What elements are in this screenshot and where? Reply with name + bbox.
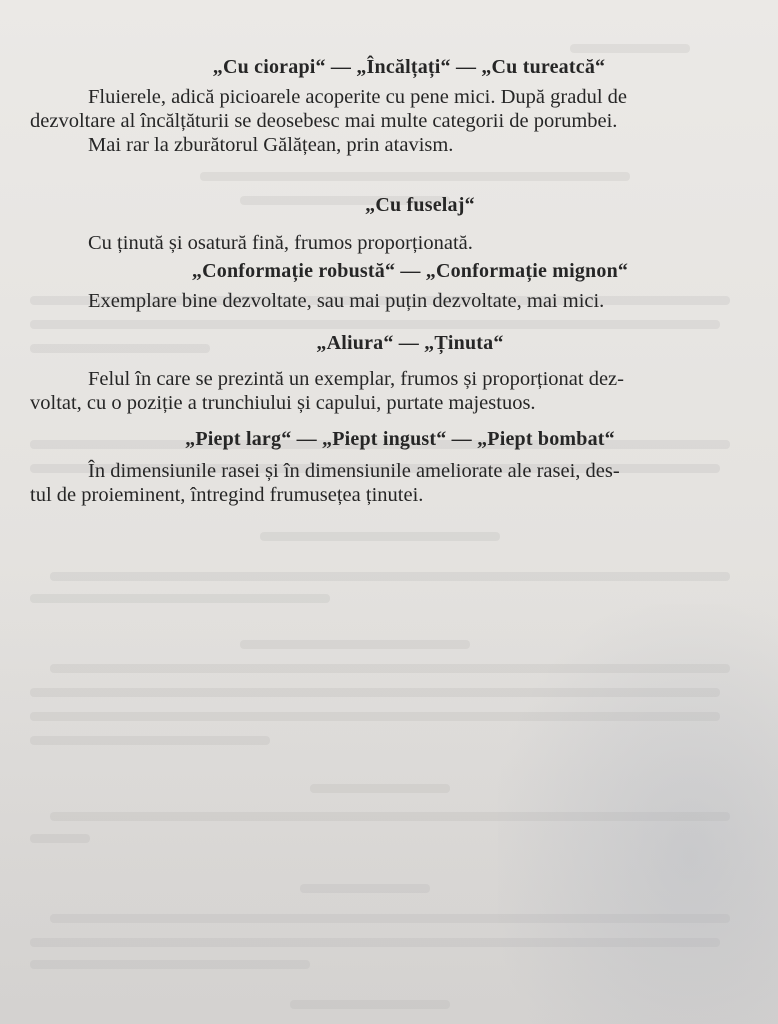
text-line: Exemplare bine dezvoltate, sau mai puțin dezvoltate, mai mici. bbox=[88, 290, 605, 312]
photo-glare bbox=[498, 604, 778, 1024]
section-body bbox=[30, 289, 760, 313]
section-cu-ciorapi bbox=[30, 56, 760, 157]
section-heading: „Piept larg“ — „Piept ingust“ — „Piept bombat“ bbox=[185, 428, 615, 450]
section-conformatie bbox=[30, 260, 760, 313]
text-line: Mai rar la zburătorul Gălățean, prin atavism. bbox=[88, 134, 454, 156]
text-line: Cu ținută și osatură fină, frumos proporționată. bbox=[88, 232, 473, 254]
text-line: Fluierele, adică picioarele acoperite cu pene mici. După gradul de bbox=[88, 86, 628, 108]
section-body bbox=[30, 459, 760, 507]
section-piept bbox=[30, 428, 760, 507]
section-heading: „Conformație robustă“ — „Conformație mignon“ bbox=[191, 260, 629, 282]
text-line: voltat, cu o poziție a trunchiului și capului, purtate majestuos. bbox=[30, 392, 536, 414]
section-body bbox=[30, 367, 760, 415]
text-line: dezvoltare al încălțăturii se deosebesc mai multe categorii de porumbei. bbox=[30, 110, 618, 132]
section-cu-fuselaj bbox=[30, 194, 760, 255]
section-heading: „Cu ciorapi“ — „Încălțați“ — „Cu tureatcă“ bbox=[212, 56, 606, 78]
section-aliura bbox=[30, 332, 760, 415]
text-line: Felul în care se prezintă un exemplar, frumos și proporționat dez- bbox=[88, 368, 624, 390]
section-body bbox=[30, 231, 760, 255]
text-line: În dimensiunile rasei și în dimensiunile ameliorate ale rasei, des- bbox=[88, 460, 620, 482]
section-heading: „Cu fuselaj“ bbox=[365, 194, 475, 216]
section-heading: „Aliura“ — „Ținuta“ bbox=[316, 332, 504, 354]
text-line: tul de proieminent, întregind frumusețea ținutei. bbox=[30, 484, 424, 506]
section-body bbox=[30, 85, 760, 157]
